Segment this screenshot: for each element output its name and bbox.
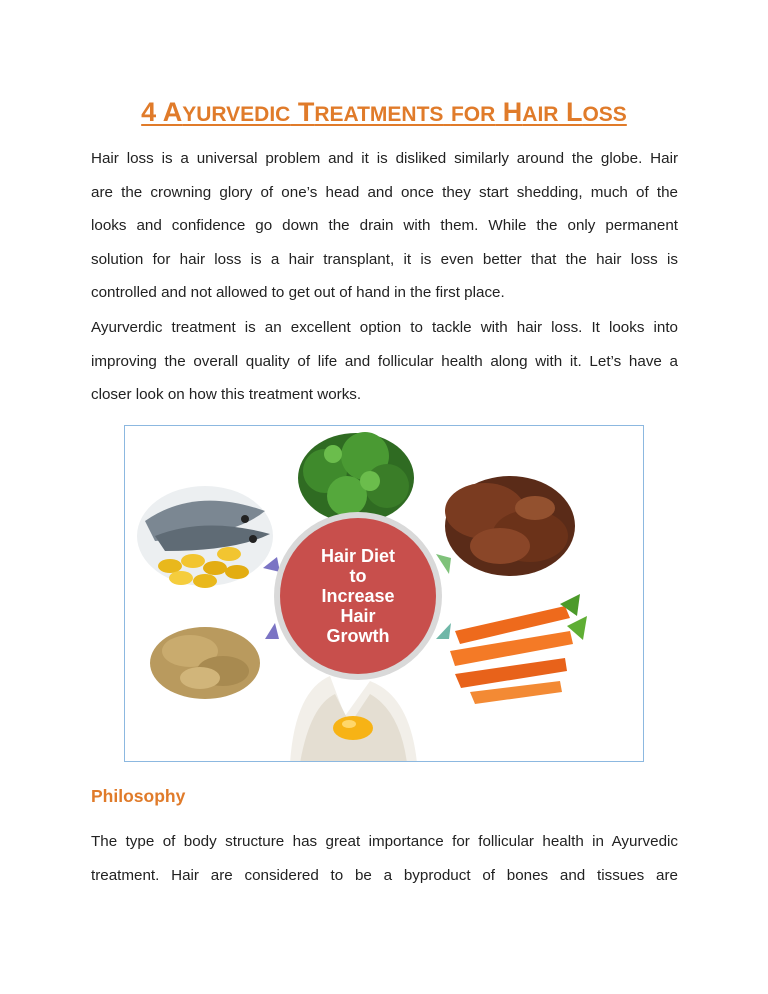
kale-image — [298, 432, 414, 523]
paragraph-ayurvedic-treatment — [91, 311, 678, 412]
paragraph-line: looks and confidence go down the drain with them. While the only permanent — [91, 217, 678, 235]
arrow-top-right-icon — [436, 554, 451, 574]
hub-line-4: Hair — [340, 606, 376, 626]
title-part: FOR — [450, 103, 496, 126]
paragraph-line: Hair loss is a universal problem and it is disliked similarly around the globe. Hair — [91, 150, 678, 167]
title-part: 4 A — [141, 97, 183, 127]
title-part: H — [495, 97, 523, 127]
title-part: YURVEDIC — [182, 103, 291, 126]
title-part: T — [290, 97, 315, 127]
paragraph-line: solution for hair loss is a hair transplant, it is even better that the hair loss is — [91, 250, 678, 268]
title-part: L — [558, 97, 583, 127]
hub-line-3: Increase — [321, 586, 395, 606]
title-part: OSS — [582, 103, 627, 126]
document-title — [0, 97, 768, 128]
arrow-bottom-right-icon — [436, 623, 451, 639]
paragraph-philosophy — [91, 825, 678, 892]
section-heading-philosophy: Philosophy — [91, 786, 186, 806]
paragraph-intro — [91, 142, 678, 310]
fish-oil-image — [137, 486, 273, 588]
flax-seeds-image — [445, 476, 575, 576]
paragraph-line: treatment. Hair are considered to be a byproduct of bones and tissues are — [91, 866, 678, 884]
paragraph-line: are the crowning glory of one’s head and once they start shedding, much of the — [91, 183, 678, 201]
hub-line-1: Hair Diet — [320, 546, 396, 566]
title-part — [443, 97, 451, 127]
hub-line-2: to — [349, 566, 367, 586]
arrow-bottom-left-icon — [265, 623, 279, 639]
paragraph-line: closer look on how this treatment works. — [91, 386, 362, 404]
hair-diet-figure — [124, 425, 644, 762]
paragraph-line: Ayurverdic treatment is an excellent option to tackle with hair loss. It looks into — [91, 319, 678, 336]
title-part: AIR — [522, 103, 559, 126]
title-part: REATMENTS — [314, 103, 444, 126]
paragraph-line: The type of body structure has great importance for follicular health in Ayurvedic — [91, 833, 678, 850]
egg-image — [290, 676, 417, 762]
seeds-image — [145, 621, 265, 705]
paragraph-line: controlled and not allowed to get out of hand in the first place. — [91, 284, 505, 302]
paragraph-line: improving the overall quality of life and follicular health along with it. Let’s have a — [91, 352, 678, 370]
hair-diet-diagram — [125, 426, 644, 762]
carrots-image — [442, 594, 587, 704]
hub-line-5: Growth — [326, 626, 390, 646]
arrow-top-left-icon — [263, 557, 280, 572]
